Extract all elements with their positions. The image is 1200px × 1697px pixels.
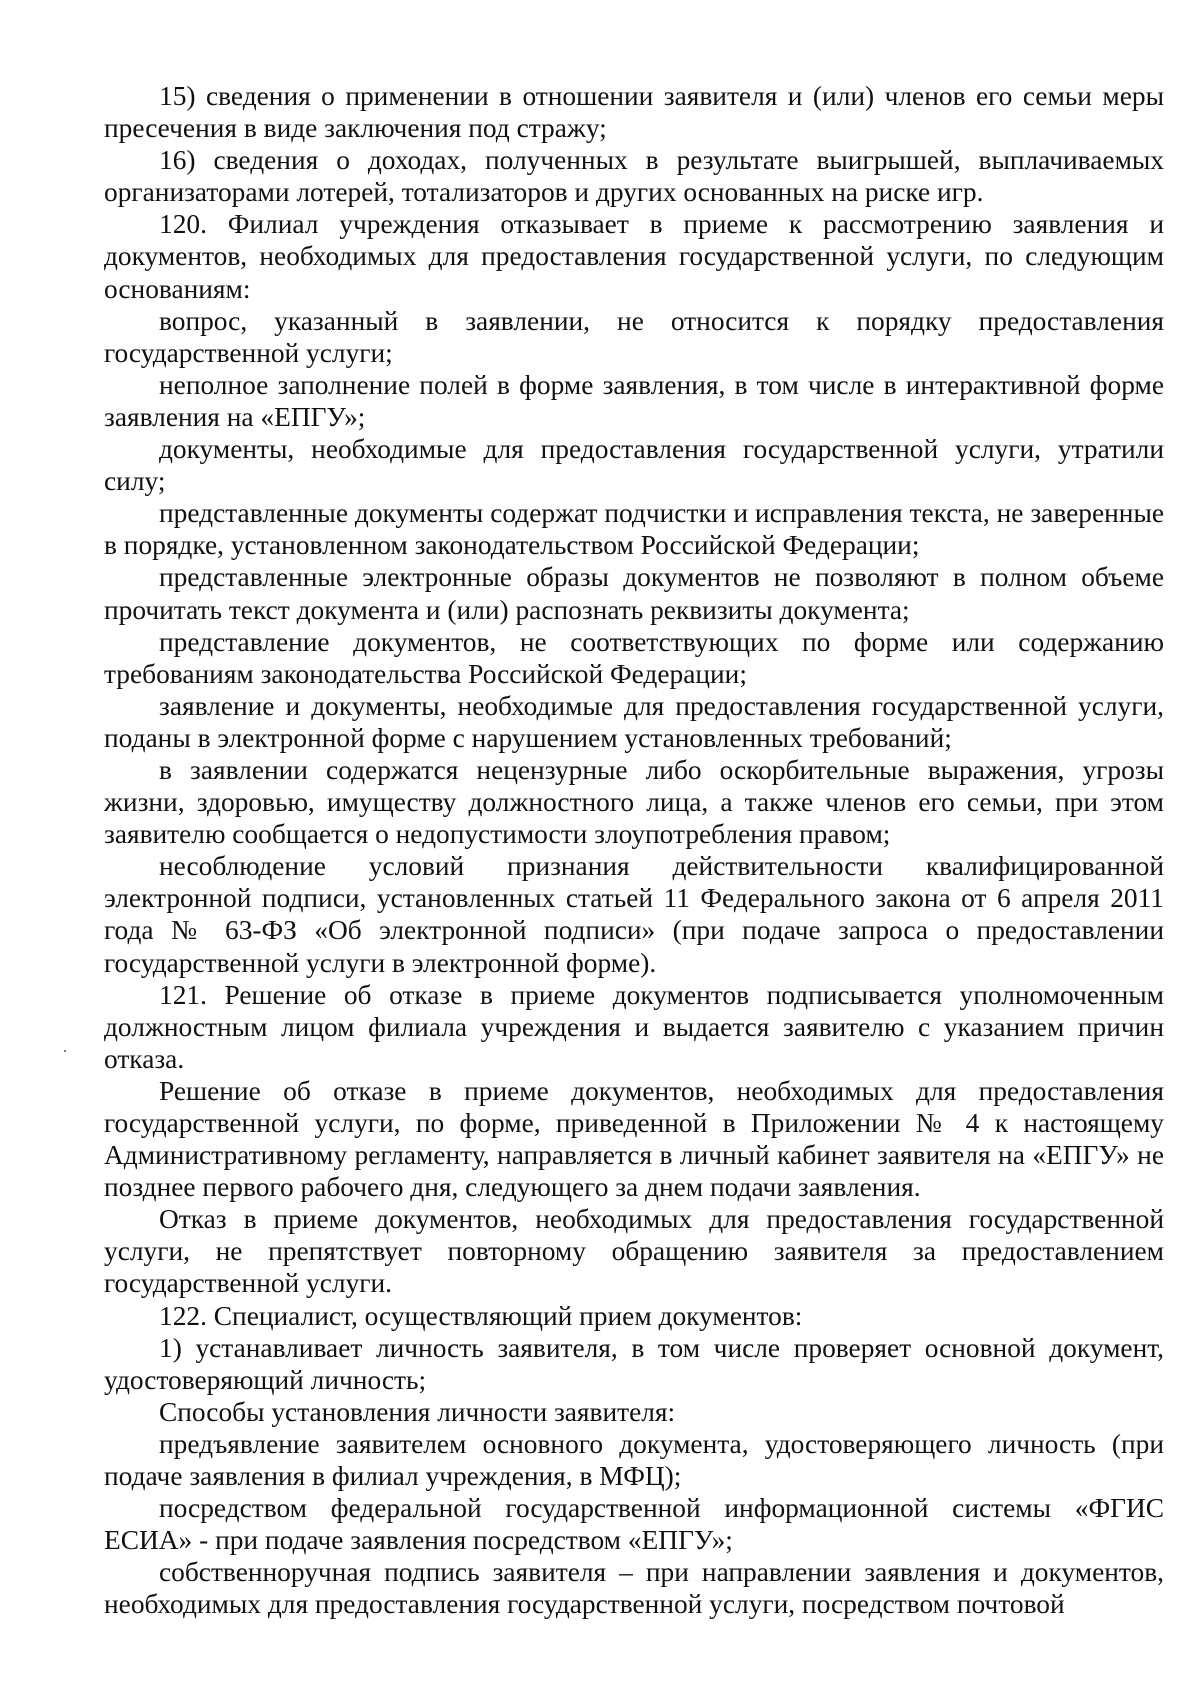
- paragraph-ground-signature-invalid: несоблюдение условий признания действительности квалифицированной электронной подписи, установленных статьей 11 Федерального закона от 6 апреля 2011 года № 63-ФЗ «Об электронной подписи» (при подаче запроса о предоставлении государственной услуги в электронной форме).: [104, 851, 1164, 978]
- paragraph-ground-erasures: представленные документы содержат подчистки и исправления текста, не заверенные в порядке, установленном законодательством Российской Федерации;: [104, 498, 1164, 561]
- paragraph-identity-check: 1) устанавливает личность заявителя, в том числе проверяет основной документ, удостоверяющий личность;: [104, 1332, 1164, 1395]
- paragraph-ground-expired-documents: документы, необходимые для предоставления государственной услуги, утратили силу;: [104, 434, 1164, 497]
- paragraph-refusal-form-sent: Решение об отказе в приеме документов, необходимых для предоставления государственной услуги, по форме, приведенной в Приложении № 4 к настоящему Административному регламенту, направляется в личный кабинет заявителя на «ЕПГУ» не позднее первого рабочего дня, следующего за днем подачи заявления.: [104, 1075, 1164, 1203]
- paragraph-ground-not-related: вопрос, указанный в заявлении, не относится к порядку предоставления государственной услуги;: [104, 305, 1164, 368]
- paragraph-ground-electronic-violation: заявление и документы, необходимые для предоставления государственной услуги, поданы в электронной форме с нарушением установленных требований;: [104, 690, 1164, 753]
- paragraph-120-refusal-grounds: 120. Филиал учреждения отказывает в приеме к рассмотрению заявления и документов, необходимых для предоставления государственной услуги, по следующим основаниям:: [104, 209, 1164, 304]
- scan-artifact: [64, 1050, 66, 1052]
- paragraph-identity-methods-heading: Способы установления личности заявителя:: [159, 1396, 676, 1427]
- document-body: [104, 80, 1164, 1621]
- paragraph-identity-signature: собственноручная подпись заявителя – при направлении заявления и документов, необходимых для предоставления государственной услуги, посредством почтовой: [104, 1557, 1164, 1620]
- paragraph-identity-esia: посредством федеральной государственной информационной системы «ФГИС ЕСИА» - при подаче заявления посредством «ЕПГУ»;: [104, 1493, 1164, 1556]
- paragraph-item-15-custody: 15) сведения о применении в отношении заявителя и (или) членов его семьи меры пресечения в виде заключения под стражу;: [104, 81, 1164, 144]
- paragraph-ground-offensive-language: в заявлении содержатся нецензурные либо оскорбительные выражения, угрозы жизни, здоровью, имуществу должностного лица, а также членов его семьи, при этом заявителю сообщается о недопустимости злоупотребления правом;: [104, 754, 1164, 850]
- paragraph-refusal-no-obstacle: Отказ в приеме документов, необходимых для предоставления государственной услуги, не препятствует повторному обращению заявителя за предоставлением государственной услуги.: [104, 1204, 1164, 1299]
- paragraph-121-refusal-decision: 121. Решение об отказе в приеме документов подписывается уполномоченным должностным лицом филиала учреждения и выдается заявителю с указанием причин отказа.: [104, 979, 1164, 1074]
- paragraph-122-specialist: 122. Специалист, осуществляющий прием документов:: [159, 1300, 803, 1331]
- paragraph-ground-incomplete-form: неполное заполнение полей в форме заявления, в том числе в интерактивной форме заявления на «ЕПГУ»;: [104, 369, 1164, 432]
- paragraph-identity-document: предъявление заявителем основного документа, удостоверяющего личность (при подаче заявления в филиал учреждения, в МФЦ);: [104, 1428, 1164, 1492]
- paragraph-ground-nonconforming: представление документов, не соответствующих по форме или содержанию требованиям законодательства Российской Федерации;: [104, 626, 1164, 689]
- paragraph-item-16-lottery-income: 16) сведения о доходах, полученных в результате выигрышей, выплачиваемых организаторами лотерей, тотализаторов и других основанных на риске игр.: [104, 145, 1164, 208]
- paragraph-ground-unreadable-scans: представленные электронные образы документов не позволяют в полном объеме прочитать текст документа и (или) распознать реквизиты документа;: [104, 562, 1164, 625]
